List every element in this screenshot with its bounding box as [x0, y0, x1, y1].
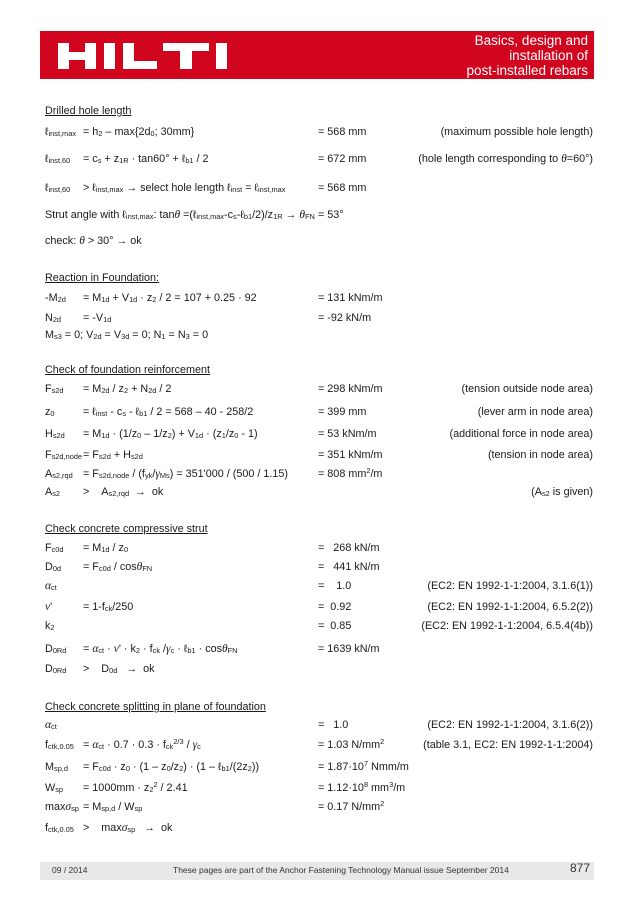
calc-row — [45, 124, 593, 140]
header-title-line-2: installation of — [509, 48, 588, 64]
calc-symbol: $H_{s2d}$ — [45, 428, 65, 440]
calc-result: = 568 mm — [318, 126, 367, 138]
page-number: 877 — [569, 861, 590, 875]
calc-formula: = $h_2 - \max\{2d_0$; 30mm} — [83, 126, 195, 138]
hilti-logo — [58, 43, 238, 69]
calc-formula: = $F_{c0d} \cdot z_0 \cdot (1 - z_0/z_2) \cdot (1$ – $\ell_{b1}/(2z_2)$) — [83, 761, 260, 773]
calc-symbol: $M_{sp,d}$ — [45, 761, 68, 773]
calc-row — [45, 404, 593, 420]
calc-note: (EC2: EN 1992-1-1:2004, 3.1.6(1)) — [427, 580, 593, 592]
calc-result: = 53 kNm/m — [318, 428, 377, 440]
calc-formula: = $c_s + z_{1R} \cdot \tan 60^\circ$ + ℓ$_{b1}$ / 2 — [83, 153, 209, 165]
section-heading-text: Reaction in Foundation: — [45, 272, 160, 284]
page-footer — [40, 862, 594, 880]
calc-row — [45, 540, 593, 556]
calc-note: (EC2: EN 1992-1-1:2004, 6.5.4(4b)) — [421, 620, 593, 632]
calc-note: (maximum possible hole length) — [440, 126, 593, 138]
calc-symbol: $\alpha_{ct}$ — [45, 580, 57, 592]
calc-formula: = $M_{sp,d} / W_{sp}$ — [83, 801, 143, 813]
calc-symbol: $N_{2d}$ — [45, 312, 62, 324]
calc-result: = 131 kNm/m — [318, 292, 383, 304]
calc-row — [45, 578, 593, 594]
calc-result: = 1.0 — [318, 580, 352, 592]
calc-symbol: ℓ$_{inst,max}$ — [45, 126, 77, 138]
calc-symbol: $D_{0Rd}$ — [45, 663, 67, 675]
calc-note: ($A_{s2}$ is given) — [531, 486, 593, 498]
calc-formula: > $D_{0d}$ → ok — [83, 663, 155, 675]
calc-note: (additional force in node area) — [449, 428, 593, 440]
calc-symbol: $k_2$ — [45, 620, 55, 632]
calc-result: = $1.12\cdot 10^8$ $mm^3/m$ — [318, 780, 406, 794]
section-heading-text: Check of foundation reinforcement — [45, 364, 211, 376]
calc-row — [45, 641, 593, 657]
calc-symbol: $z_0$ — [45, 406, 55, 418]
footer-note: These pages are part of the Anchor Fastening Technology Manual issue September 2014 — [173, 865, 509, 875]
section-heading-text: Check concrete compressive strut — [45, 523, 208, 535]
calc-symbol: $D_{0d}$ — [45, 561, 62, 573]
calc-statement-text: Strut angle with ℓ$_{inst,max}$: $\tan\theta =(\ell_{inst,max}-c_s-\ell_{b1}/2)/z_{1R} \to \theta_{FN}$ — [45, 209, 315, 221]
calc-formula: = $\alpha_{ct} \cdot 0.7 \cdot 0.3 \cdot f_{ck}^{2/3} / \gamma_c$ — [83, 737, 201, 751]
calc-symbol: $f_{ctk,0.05}$ — [45, 822, 74, 834]
section-heading — [45, 699, 593, 715]
calc-result: = 0.85 — [318, 620, 352, 632]
calc-row — [45, 151, 593, 167]
calc-row — [45, 447, 593, 463]
calc-formula: = $M_{1d} / z_0$ — [83, 542, 129, 554]
calc-note: (table 3.1, EC2: EN 1992-1-1:2004) — [423, 739, 593, 751]
calc-symbol: $F_{c0d}$ — [45, 542, 64, 554]
calc-row — [45, 661, 593, 677]
calc-row — [45, 180, 593, 196]
calc-row — [45, 820, 593, 836]
header-title-line-3: post-installed rebars — [466, 63, 588, 79]
calc-symbol: $f_{ctk,0.05}$ — [45, 739, 74, 751]
calc-formula: = $M_{2d} / z_2 + N_{2d} / 2$ — [83, 383, 172, 395]
calc-symbol: ℓ$_{inst,60}$ — [45, 182, 71, 194]
calc-row — [45, 780, 593, 796]
calc-note: (EC2: EN 1992-1-1:2004, 6.5.2(2)) — [427, 601, 593, 613]
calc-statement — [45, 233, 593, 249]
page-header — [40, 31, 594, 79]
calc-result: = 441 kN/m — [318, 561, 380, 573]
calc-formula: = $F_{s2d,node} / (f_{yk}/\gamma_{Ms}) = 351'000 / (500 / 1.15)$ — [83, 468, 288, 480]
calc-symbol: $W_{sp}$ — [45, 782, 64, 794]
calc-result: = 53° — [318, 209, 344, 221]
calc-symbol: $\alpha_{ct}$ — [45, 719, 57, 731]
calc-result: = 0.92 — [318, 601, 352, 613]
header-title — [466, 33, 588, 79]
calc-symbol: $A_{s2,rqd}$ — [45, 468, 73, 480]
calc-result: = 268 kN/m — [318, 542, 380, 554]
calc-note: (tension in node area) — [487, 449, 593, 461]
calc-row — [45, 559, 593, 575]
calc-symbol: $F_{s2d}$ — [45, 383, 64, 395]
calc-formula: > $A_{s2,rqd}$ → ok — [83, 486, 164, 498]
section-heading-text: Check concrete splitting in plane of foundation — [45, 701, 266, 713]
calc-statement-text: $M_{s3} = 0$; $V_{2d} = V_{3d} = 0$; $N_1 = N_3 = 0$ — [45, 329, 209, 341]
calc-formula: = $M_{1d} + V_{1d} \cdot z_2 / 2 = 107 + 0.25 \cdot 92$ — [83, 292, 257, 304]
calc-symbol: $D_{0Rd}$ — [45, 643, 67, 655]
calc-formula: = $M_{1d} \cdot (1/z_0 - 1/z_2) + V_{1d} \cdot (z_1/z_0 - 1)$ — [83, 428, 258, 440]
calc-formula: = ℓ$_{inst}$ - $c_s$ - ℓ$_{b1}$ / 2 = 568 – 40 - 258/2 — [83, 406, 254, 418]
calc-formula: = $1-f_{ck}/250$ — [83, 601, 134, 613]
calc-row — [45, 759, 593, 775]
calc-formula: = $1000mm \cdot z_2^2 / 2.41$ — [83, 780, 188, 794]
calc-symbol: $F_{s2d,node}$ — [45, 449, 83, 461]
header-title-line-1: Basics, design and — [474, 33, 588, 48]
calc-result: = 399 mm — [318, 406, 367, 418]
calc-row — [45, 290, 593, 306]
calc-note: (tension outside node area) — [461, 383, 593, 395]
calc-formula: > maxσ$_{sp}$ → ok — [83, 822, 173, 834]
calc-row — [45, 381, 593, 397]
calc-result: = 0.17 $N/mm^2$ — [318, 799, 385, 813]
calc-symbol: $-M_{2d}$ — [45, 292, 66, 304]
calc-result: = 808 $mm^2/m$ — [318, 466, 383, 480]
calc-symbol: ν' — [45, 601, 53, 613]
footer-date: 09 / 2014 — [52, 865, 88, 875]
calc-row — [45, 599, 593, 615]
calc-formula: = $F_{c0d} / \cos\theta_{FN}$ — [83, 561, 153, 573]
calc-formula: = $F_{s2d} + H_{s2d}$ — [83, 449, 143, 461]
calc-symbol: $A_{s2}$ — [45, 486, 61, 498]
calc-result: = -92 kN/m — [318, 312, 372, 324]
section-heading — [45, 103, 593, 119]
section-heading — [45, 521, 593, 537]
calc-result: = 1.0 — [318, 719, 349, 731]
calc-formula: = $\alpha_{ct} \cdot \nu' \cdot k_2 \cdot f_{ck}$ $/\gamma_c$ · ℓ$_{b1}$ · cosθ$_{FN}$ — [83, 643, 238, 655]
calc-result: = 351 kNm/m — [318, 449, 383, 461]
section-heading — [45, 362, 593, 378]
calc-result: = $1.87\cdot 10^7$ Nmm/m — [318, 759, 409, 773]
calc-row — [45, 310, 593, 326]
section-heading — [45, 270, 593, 286]
calc-note: (lever arm in node area) — [477, 406, 593, 418]
calc-formula: > ℓ$_{inst,max}$ → select hole length ℓ$_{inst}$ = ℓ$_{inst,max}$ — [83, 182, 286, 194]
calc-result: = 1.03 $N/mm^2$ — [318, 737, 385, 751]
calc-row — [45, 618, 593, 634]
calc-row — [45, 799, 593, 815]
calc-row — [45, 466, 593, 482]
calc-row — [45, 426, 593, 442]
calc-symbol: maxσ$_{sp}$ — [45, 801, 79, 813]
calc-note: (hole length corresponding to θ=60°) — [418, 153, 593, 165]
calc-symbol: ℓ$_{inst,60}$ — [45, 153, 71, 165]
calc-result: = 1639 kN/m — [318, 643, 380, 655]
calc-statement — [45, 327, 593, 343]
calc-row — [45, 484, 593, 500]
calc-row — [45, 737, 593, 753]
calc-result: = 672 mm — [318, 153, 367, 165]
calc-statement — [45, 207, 593, 223]
calc-note: (EC2: EN 1992-1-1:2004, 3.1.6(2)) — [427, 719, 593, 731]
calc-row — [45, 717, 593, 733]
calc-result: = 298 kNm/m — [318, 383, 383, 395]
section-heading-text: Drilled hole length — [45, 105, 132, 117]
calc-formula: = $-V_{1d}$ — [83, 312, 112, 324]
calc-statement-text: check: θ > 30° → ok — [45, 235, 142, 247]
calc-result: = 568 mm — [318, 182, 367, 194]
